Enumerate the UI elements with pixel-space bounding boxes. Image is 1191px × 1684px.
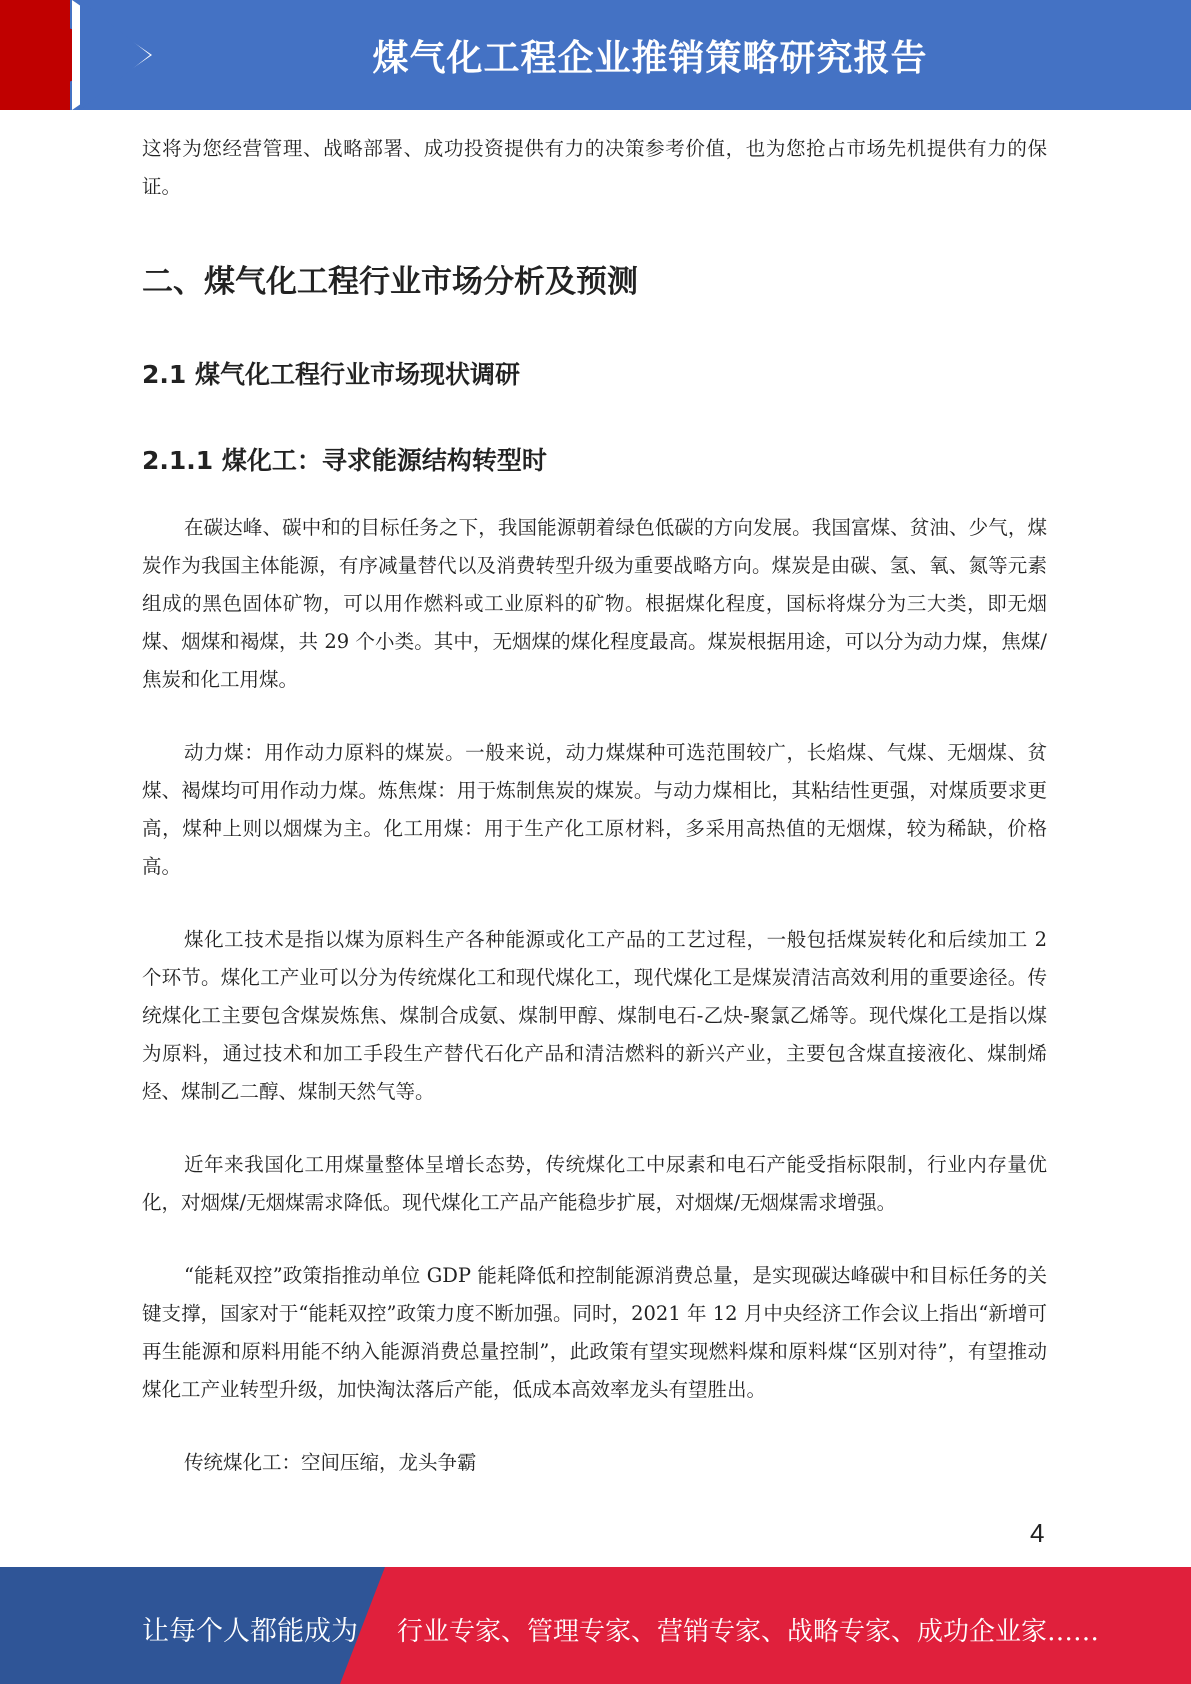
section-heading-2: 二、煤气化工程行业市场分析及预测	[142, 264, 638, 300]
section-heading-2-1: 2.1 煤气化工程行业市场现状调研	[142, 360, 520, 389]
section-heading-2-1-1: 2.1.1 煤化工：寻求能源结构转型时	[142, 446, 547, 475]
footer-slogan-left: 让每个人都能成为	[142, 1616, 358, 1647]
footer-slogan-right: 行业专家、管理专家、营销专家、战略专家、成功企业家……	[397, 1617, 1100, 1647]
report-title: 煤气化工程企业推销策略研究报告	[372, 38, 928, 79]
body-paragraph: 动力煤：用作动力原料的煤炭。一般来说，动力煤煤种可选范围较广，长焰煤、气煤、无烟煤、贫煤、褐煤均可用作动力煤。炼焦煤：用于炼制焦炭的煤炭。与动力煤相比，其粘结性更强，对煤质要求更高，煤种上则以烟煤为主。化工用煤：用于生产化工原材料，多采用高热值的无烟煤，较为稀缺，价格高。	[142, 741, 1047, 878]
page-number: 4	[1030, 1518, 1045, 1548]
intro-paragraph: 这将为您经营管理、战略部署、成功投资提供有力的决策参考价值，也为您抢占市场先机提供有力的保证。	[142, 137, 1047, 198]
page-header	[0, 0, 1191, 110]
body-paragraph: 煤化工技术是指以煤为原料生产各种能源或化工产品的工艺过程，一般包括煤炭转化和后续加工 2 个环节。煤化工产业可以分为传统煤化工和现代煤化工，现代煤化工是煤炭清洁高效利用的重要途径。传统煤化工主要包含煤炭炼焦、煤制合成氨、煤制甲醇、煤制电石-乙炔-聚氯乙烯等。现代煤化工是指以煤为原料，通过技术和加工手段生产替代石化产品和清洁燃料的新兴产业，主要包含煤直接液化、煤制烯烃、煤制乙二醇、煤制天然气等。	[142, 928, 1047, 1103]
header-blue-chevron	[80, 0, 150, 110]
page-footer	[0, 1567, 1191, 1684]
body-paragraph: “能耗双控”政策指推动单位 GDP 能耗降低和控制能源消费总量，是实现碳达峰碳中和目标任务的关键支撑，国家对于“能耗双控”政策力度不断加强。同时，2021 年 12 月中央经济工作会议上指出“新增可再生能源和原料用能不纳入能源消费总量控制”，此政策有望实现燃料煤和原料煤“区别对待”，有望推动煤化工产业转型升级，加快淘汰落后产能，低成本高效率龙头有望胜出。	[142, 1264, 1047, 1401]
body-paragraph: 在碳达峰、碳中和的目标任务之下，我国能源朝着绿色低碳的方向发展。我国富煤、贫油、少气，煤炭作为我国主体能源，有序减量替代以及消费转型升级为重要战略方向。煤炭是由碳、氢、氧、氮等元素组成的黑色固体矿物，可以用作燃料或工业原料的矿物。根据煤化程度，国标将煤分为三大类，即无烟煤、烟煤和褐煤，共 29 个小类。其中，无烟煤的煤化程度最高。煤炭根据用途，可以分为动力煤，焦煤/焦炭和化工用煤。	[142, 516, 1047, 691]
body-paragraph: 传统煤化工：空间压缩，龙头争霸	[184, 1451, 477, 1474]
document-body	[142, 130, 1047, 1482]
body-paragraph: 近年来我国化工用煤量整体呈增长态势，传统煤化工中尿素和电石产能受指标限制，行业内存量优化，对烟煤/无烟煤需求降低。现代煤化工产品产能稳步扩展，对烟煤/无烟煤需求增强。	[142, 1153, 1047, 1214]
